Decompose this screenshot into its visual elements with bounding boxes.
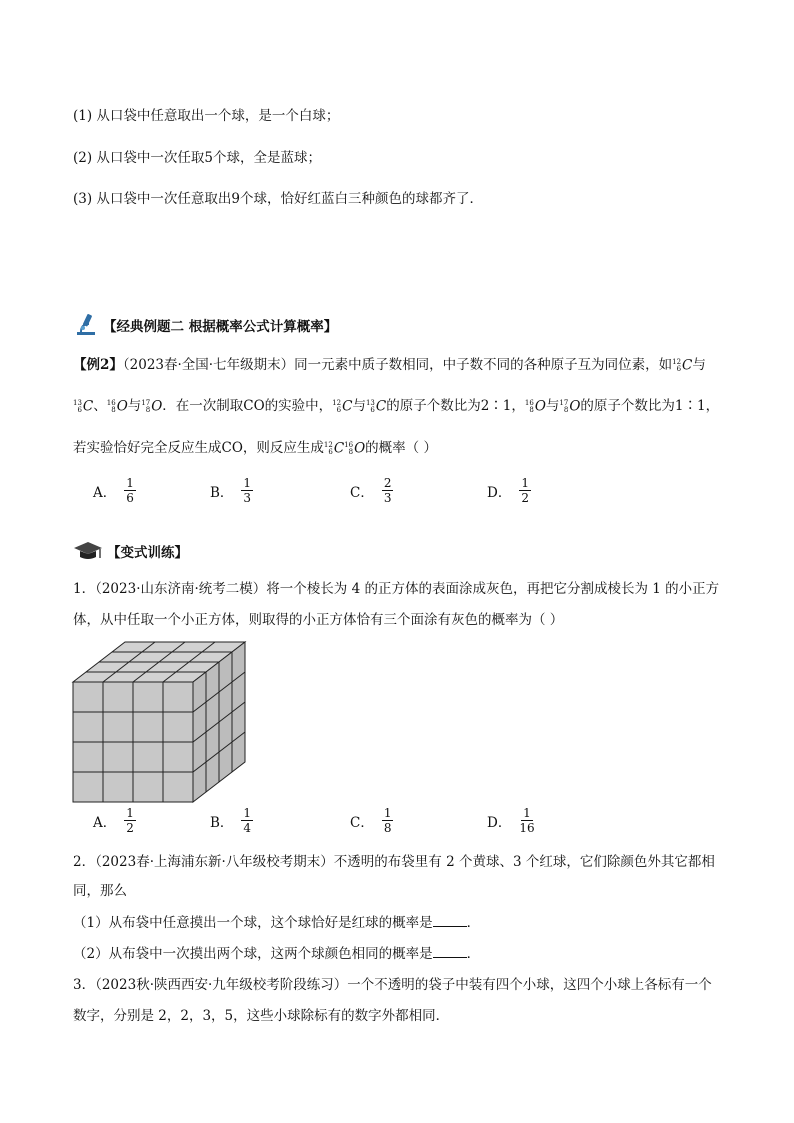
choice-a[interactable]: A． $\frac{1}{6}$ [93, 476, 134, 505]
graduation-cap-icon [73, 539, 103, 563]
microscope-icon [73, 312, 99, 338]
choice-c[interactable]: C． $\frac{1}{8}$ [350, 806, 392, 835]
example-label: 【例2】 [73, 357, 123, 373]
fraction: $\frac{1}{4}$ [243, 806, 252, 835]
fraction: $\frac{2}{3}$ [383, 476, 392, 505]
choice-d[interactable]: D． $\frac{1}{2}$ [487, 476, 529, 505]
cube-figure [70, 634, 250, 806]
training-q2-line-2: 同，那么 [73, 883, 127, 899]
answer-blank[interactable] [433, 914, 467, 927]
training-q3-line-1: 3．（2023秋·陕西西安·九年级校考阶段练习）一个不透明的袋子中装有四个小球，这四个小球上各标有一个 [73, 977, 712, 993]
isotope-c12-notation: 12 6 [672, 357, 682, 373]
choice-b[interactable]: B． $\frac{1}{4}$ [210, 806, 252, 835]
fraction: $\frac{1}{2}$ [126, 806, 134, 835]
example-2-line-3: 若实验恰好完全反应生成CO，则反应生成 12 6 C 16 8 O的概率（ ） [73, 440, 437, 457]
question-3-text: (3) 从口袋中一次任意取出9个球，恰好红蓝白三种颜色的球都齐了． [73, 191, 484, 207]
training-q1-line-1: 1．（2023·山东济南·统考二模）将一个棱长为 4 的正方体的表面涂成灰色，再把它分割成棱长为 1 的小正方 [73, 581, 720, 597]
example-2-line-2: 13 6 C、 16 8 O与 17 8 O．在一次制取CO的实验中， 12 6 C与 13 6 C的原子个数比为2∶1， 16 8 O与 17 8 O的原子个数比为1∶1， [73, 398, 720, 415]
fraction: $\frac{1}{16}$ [519, 806, 535, 835]
training-q3-line-2: 数字，分别是 2，2，3，5，这些小球除标有的数字外都相同． [73, 1008, 450, 1024]
example-2-line-1 [73, 355, 706, 376]
section-title-training [73, 539, 188, 563]
isotope-o16-notation: 16 8 [106, 398, 116, 414]
training-q2-line-1: 2．（2023春·上海浦东新·八年级校考期末）不透明的布袋里有 2 个黄球、3 个红球，它们除颜色外其它都相 [73, 854, 715, 870]
training-q2-sub-1: （1）从布袋中任意摸出一个球，这个球恰好是红球的概率是 ． [73, 915, 481, 931]
training-title-text: 【变式训练】 [107, 545, 188, 561]
answer-blank[interactable] [433, 945, 467, 958]
question-2-text: (2) 从口袋中一次任取5个球，全是蓝球； [73, 150, 322, 166]
element-c: C [682, 357, 693, 374]
choice-b[interactable]: B． $\frac{1}{3}$ [210, 476, 252, 505]
fraction: $\frac{1}{2}$ [521, 476, 529, 505]
question-1-text: (1) 从口袋中任意取出一个球，是一个白球； [73, 108, 340, 124]
choice-c[interactable]: C． $\frac{2}{3}$ [350, 476, 392, 505]
fraction: $\frac{1}{3}$ [243, 476, 252, 505]
isotope-c13-notation: 13 6 [73, 398, 82, 414]
example-text: 与 [692, 357, 706, 373]
choice-d[interactable]: D． $\frac{1}{16}$ [487, 806, 535, 835]
example-text: （2023春·全国·七年级期末）同一元素中质子数相同，中子数不同的各种原子互为同位素，如 [122, 357, 673, 373]
choice-a[interactable]: A． $\frac{1}{2}$ [93, 806, 134, 835]
fraction: $\frac{1}{8}$ [383, 806, 392, 835]
isotope-o17-notation: 17 8 [141, 398, 151, 414]
fraction: $\frac{1}{6}$ [126, 476, 134, 505]
training-q1-line-2: 体，从中任取一个小正方体，则取得的小正方体恰有三个面涂有灰色的概率为（ ） [73, 612, 564, 628]
section-title-text: 【经典例题二 根据概率公式计算概率】 [103, 319, 338, 335]
section-title-example-2 [73, 312, 337, 338]
training-q2-sub-2: （2）从布袋中一次摸出两个球，这两个球颜色相同的概率是 ． [73, 946, 481, 962]
